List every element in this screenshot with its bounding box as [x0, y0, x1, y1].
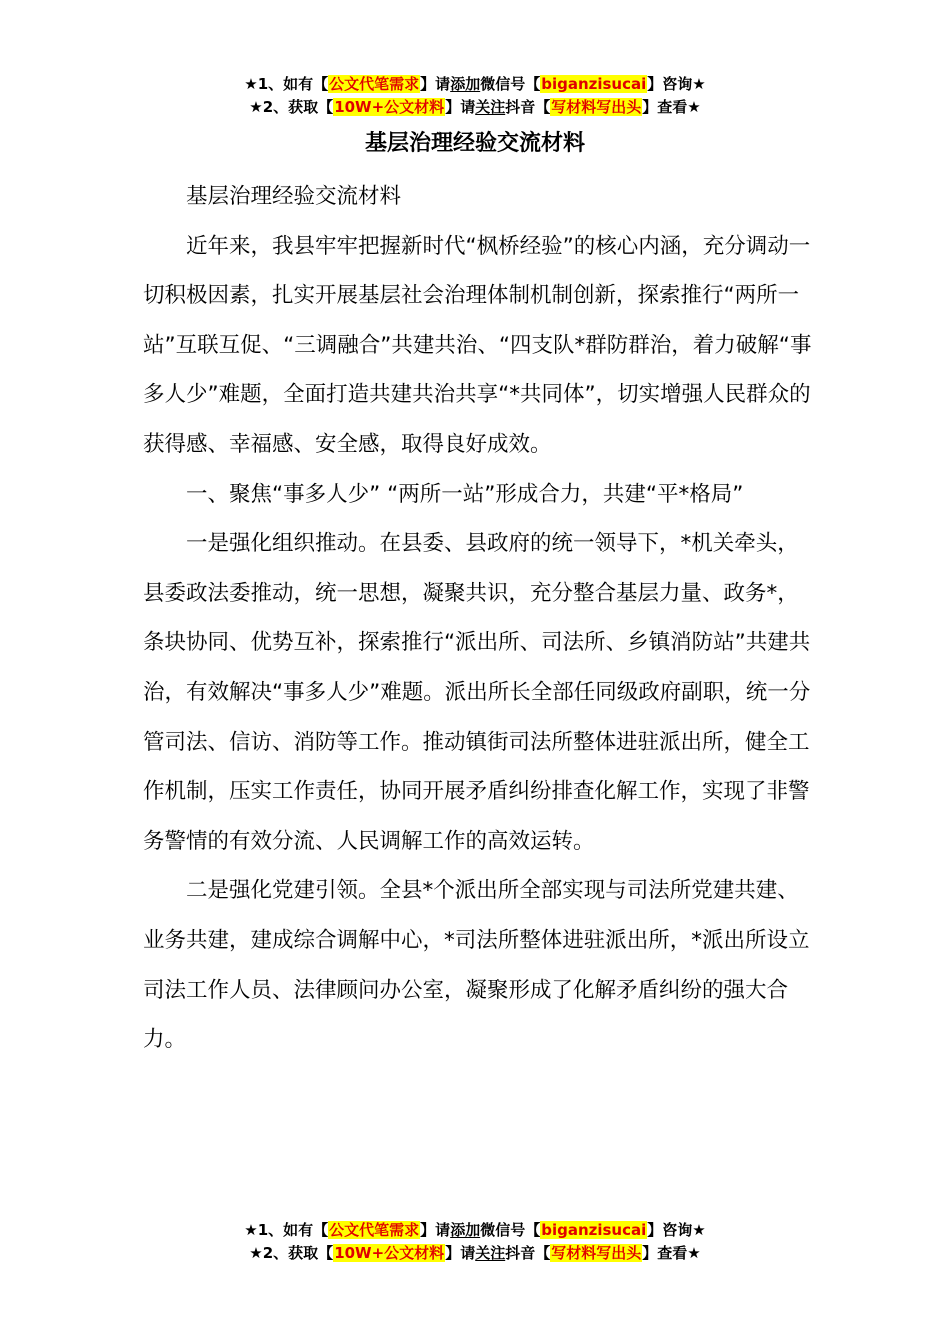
star-icon: ★: [244, 75, 258, 93]
banner-text: 2、获取【: [262, 98, 334, 116]
banner-text: 】请: [420, 75, 451, 93]
banner-line-1: [0, 73, 950, 96]
paragraph: 近年来，我县牢牢把握新时代“枫桥经验”的核心内涵，充分调动一切积极因素，扎实开展基层社会治理体制机制创新，探索推行“两所一站”互联互促、“三调融合”共建共治、“四支队*群防群治，着力破解“事多人少”难题，全面打造共建共治共享“*共同体”，切实增强人民群众的获得感、幸福感、安全感，取得良好成效。: [143, 233, 812, 457]
banner-text: 1、如有【: [257, 75, 329, 93]
banner-emphasis: 添加: [450, 1221, 481, 1239]
banner-highlight-wechat: biganzisucai: [541, 75, 647, 93]
banner-highlight-douyin: 写材料写出头: [551, 98, 642, 116]
banner-line-2: [0, 96, 950, 119]
section-heading: 一、聚焦“事多人少” “两所一站”形成合力，共建“平*格局”: [186, 481, 744, 507]
banner-text: 】咨询★: [647, 1221, 706, 1239]
banner-emphasis: 添加: [450, 75, 481, 93]
banner-highlight: 公文代笔需求: [329, 75, 420, 93]
paragraph: 二是强化党建引领。全县*个派出所全部实现与司法所党建共建、业务共建，建成综合调解中心，*司法所整体进驻派出所，*派出所设立司法工作人员、法律顾问办公室，凝聚形成了化解矛盾纠纷的强大合力。: [143, 878, 810, 1053]
star-icon: ★: [249, 1244, 263, 1262]
banner-emphasis: 关注: [475, 98, 506, 116]
banner-highlight: 10W+公文材料: [334, 1244, 445, 1262]
banner-text: 微信号【: [480, 1221, 541, 1239]
banner-text: 】查看★: [642, 98, 701, 116]
banner-text: 1、如有【: [257, 1221, 329, 1239]
document-body: [143, 172, 815, 1065]
banner-highlight: 公文代笔需求: [329, 1221, 420, 1239]
star-icon: ★: [249, 98, 263, 116]
banner-text: 】请: [445, 98, 476, 116]
banner-line-1: [0, 1219, 950, 1242]
star-icon: ★: [244, 1221, 258, 1239]
banner-text: 】请: [420, 1221, 451, 1239]
banner-text: 2、获取【: [262, 1244, 334, 1262]
banner-text: 】请: [445, 1244, 476, 1262]
document-title: 基层治理经验交流材料: [364, 131, 585, 156]
banner-text: 】查看★: [642, 1244, 701, 1262]
paragraph: 一是强化组织推动。在县委、县政府的统一领导下，*机关牵头，县委政法委推动，统一思想，凝聚共识，充分整合基层力量、政务*，条块协同、优势互补，探索推行“派出所、司法所、乡镇消防站”共建共治，有效解决“事多人少”难题。派出所长全部任同级政府副职，统一分管司法、信访、消防等工作。推动镇街司法所整体进驻派出所，健全工作机制，压实工作责任，协同开展矛盾纠纷排查化解工作，实现了非警务警情的有效分流、人民调解工作的高效运转。: [143, 531, 811, 854]
paragraph: 基层治理经验交流材料: [186, 184, 402, 209]
header-banner: [0, 73, 950, 119]
banner-text: 】咨询★: [647, 75, 706, 93]
banner-highlight-wechat: biganzisucai: [541, 1221, 647, 1239]
banner-text: 抖音【: [505, 98, 551, 116]
banner-highlight-douyin: 写材料写出头: [551, 1244, 642, 1262]
banner-highlight: 10W+公文材料: [334, 98, 445, 116]
banner-line-2: [0, 1242, 950, 1265]
banner-text: 抖音【: [505, 1244, 551, 1262]
banner-emphasis: 关注: [475, 1244, 506, 1262]
banner-text: 微信号【: [480, 75, 541, 93]
footer-banner: [0, 1219, 950, 1265]
